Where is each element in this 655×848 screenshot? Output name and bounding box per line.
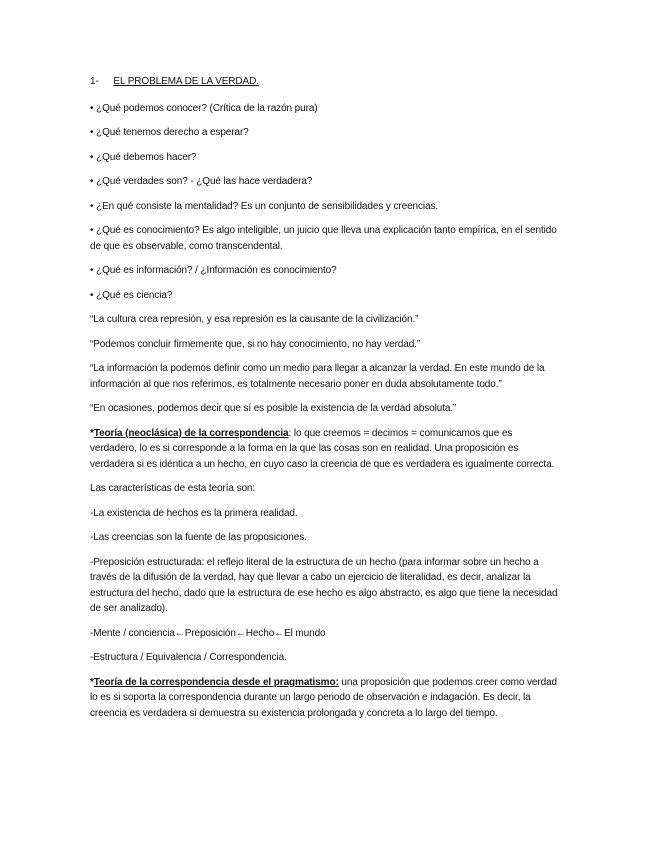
characteristic-item: -Preposición estructurada: el reflejo literal de la estructura de un hecho (para informar sobre un hecho a través de la difusión de la verdad, hay que llevar a cabo un ejercicio de literalidad, es decir, analizar la estructura del hecho, dado que la estructura de ese hecho es algo abstracto, es algo que tiene la necesidad de ser analizado). xyxy=(90,556,558,614)
asterisk-marker: * xyxy=(90,427,94,439)
asterisk-marker: * xyxy=(90,676,94,688)
theory-pragmatism-paragraph xyxy=(90,675,560,722)
characteristic-item: -Estructura / Equivalencia / Correspondencia. xyxy=(90,652,287,663)
section-heading xyxy=(90,74,560,90)
theory-definition: : lo que creemos = decimos = comunicamos que es verdadero, lo es si corresponde a la forma en la que las cosas son en realidad. Una proposición es verdadera si es idéntica a un hecho, en cuyo caso la creencia de que es verdadera es igualmente correcta. xyxy=(90,427,555,470)
list-item: • ¿En qué consiste la mentalidad? Es un conjunto de sensibilidades y creencias. xyxy=(90,199,560,215)
theory-definition: una proposición que podemos creer como verdad lo es si soporta la correspondencia durante un largo periodo de observación e indagación. Es decir, la creencia es verdadera si demuestra su existencia prolongada y concreta a lo largo del tiempo. xyxy=(90,676,558,719)
quote-paragraph: “La cultura crea represión, y esa represión es la causante de la civilización.” xyxy=(90,314,419,325)
characteristic-item: -La existencia de hechos es la primera realidad. xyxy=(90,507,298,519)
section-title: EL PROBLEMA DE LA VERDAD. xyxy=(113,76,259,87)
quote-paragraph: “En ocasiones, podemos decir que sí es posible la existencia de la verdad absoluta.” xyxy=(90,403,457,414)
theory-neoclassical-paragraph xyxy=(90,426,560,473)
question-list xyxy=(90,101,560,304)
quote-paragraph: “La información la podemos definir como un medio para llegar a alcanzar la verdad. En este mundo de la información al que nos referimos, es totalmente necesario poner en duda absolutamente todo.” xyxy=(90,363,545,390)
theory-term: Teoría de la correspondencia desde el pragmatismo: xyxy=(93,676,339,688)
characteristics-intro: Las características de esta teoría son: xyxy=(90,483,256,494)
list-item: • ¿Qué es conocimiento? Es algo inteligible, un juicio que lleva una explicación tanto empírica, en el sentido de que es observable, como transcendental. xyxy=(90,223,560,254)
document-page xyxy=(90,74,560,730)
list-item: • ¿Qué tenemos derecho a esperar? xyxy=(90,125,560,141)
list-item: • ¿Qué podemos conocer? (Crítica de la razón pura) xyxy=(90,101,560,117)
list-item: • ¿Qué es ciencia? xyxy=(90,288,560,304)
characteristic-item: -Mente / conciencia←Preposición←Hecho←El mundo xyxy=(90,627,326,639)
quote-paragraph: “Podemos concluir firmemente que, si no hay conocimiento, no hay verdad.” xyxy=(90,338,421,350)
characteristic-item: -Las creencias son la fuente de las proposiciones. xyxy=(90,532,307,543)
list-item: • ¿Qué debemos hacer? xyxy=(90,150,560,166)
list-item: • ¿Qué es información? / ¿Información es conocimiento? xyxy=(90,263,560,279)
list-item: • ¿Qué verdades son? - ¿Qué las hace verdadera? xyxy=(90,174,560,190)
section-number: 1- xyxy=(90,76,99,87)
theory-term: Teoría (neoclásica) de la correspondencia xyxy=(93,427,289,439)
